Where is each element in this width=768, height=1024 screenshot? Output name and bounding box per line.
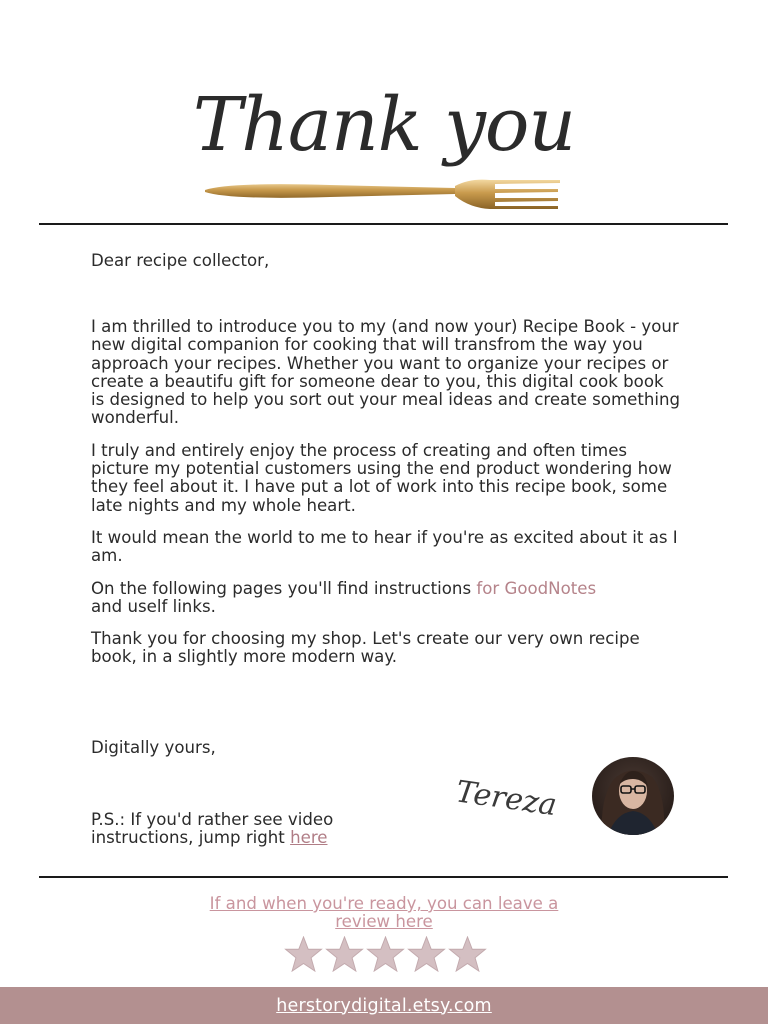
letter-paragraph: I truly and entirely enjoy the process of creating and often times picture my potential customers using the end product wondering how they feel about it. I have put a lot of work into this recipe book, some late nights and my whole heart. [91, 440, 672, 515]
instructions-suffix: and uself links. [91, 596, 216, 616]
salutation: Dear recipe collector, [91, 251, 270, 270]
instructions-text: On the following pages you'll find instructions [91, 578, 477, 598]
closing: Digitally yours, [91, 738, 216, 757]
fork-icon [205, 180, 560, 209]
goodnotes-link[interactable]: for GoodNotes [476, 578, 597, 598]
star-icon[interactable] [365, 936, 406, 972]
star-icon[interactable] [324, 936, 365, 972]
ps-text: P.S.: If you'd rather see video instructions, jump right [91, 810, 334, 848]
star-icon[interactable] [406, 936, 447, 972]
star-rating[interactable] [283, 936, 488, 972]
shop-link[interactable]: herstorydigital.etsy.com [276, 995, 492, 1016]
ps-note [91, 811, 421, 848]
top-divider [39, 223, 728, 225]
signature [447, 763, 567, 833]
star-icon[interactable] [447, 936, 488, 972]
signature-text: Tereza [453, 774, 559, 824]
letter-body [91, 318, 681, 681]
bottom-divider [39, 876, 728, 878]
thank-you-title: Thank you [192, 82, 576, 168]
star-icon[interactable] [283, 936, 324, 972]
footer-bar [0, 987, 768, 1024]
letter-paragraph: Thank you for choosing my shop. Let's create our very own recipe book, in a slightly more modern way. [91, 629, 640, 667]
header-art [0, 0, 768, 225]
avatar [592, 757, 674, 835]
letter-paragraph: It would mean the world to me to hear if you're as excited about it as I am. [91, 527, 678, 566]
review-link[interactable]: If and when you're ready, you can leave a review here [209, 894, 559, 931]
letter-paragraph: I am thrilled to introduce you to my (and now your) Recipe Book - your new digital companion for cooking that will transfrom the way you approach your recipes. Whether you want to organize your recipes or create a beautifu gift for someone dear to you, this digital cook book is designed to help you sort out your meal ideas and create something wonderful. [91, 317, 681, 428]
letter-paragraph-instructions [91, 580, 681, 617]
video-instructions-link[interactable]: here [290, 828, 328, 848]
header [0, 0, 768, 225]
